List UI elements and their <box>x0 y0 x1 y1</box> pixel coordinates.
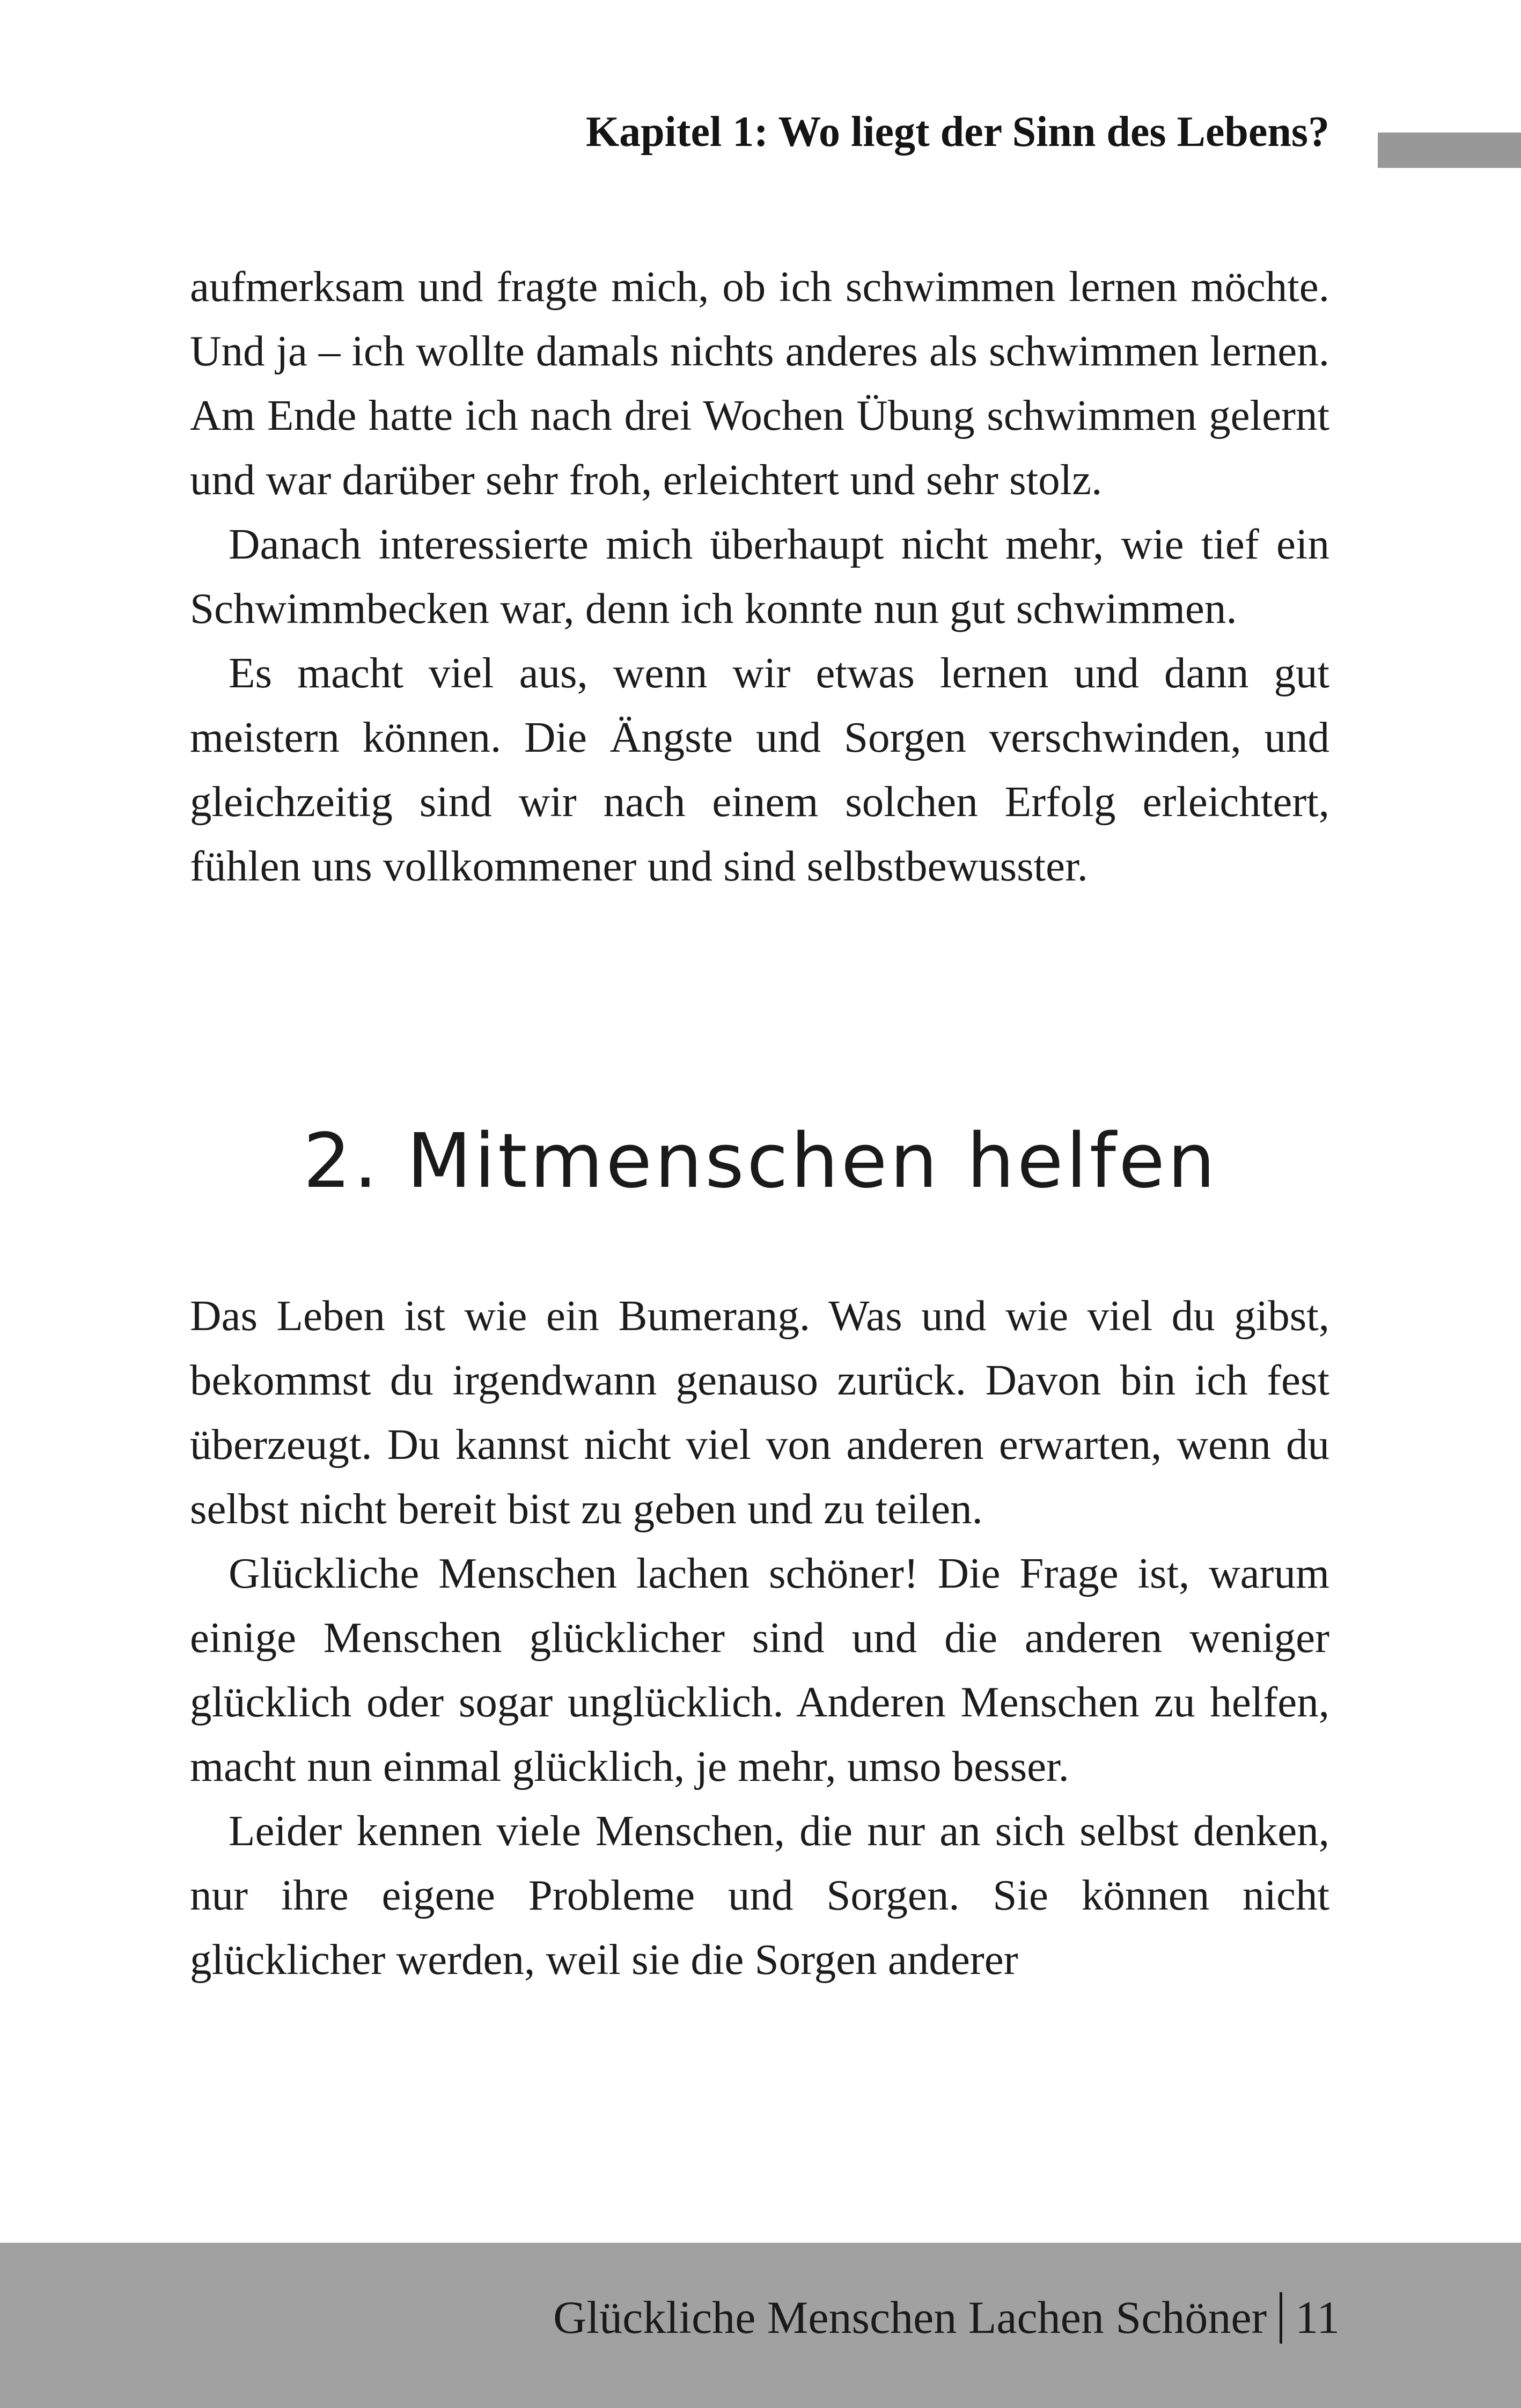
page-number: 11 <box>1295 2292 1340 2343</box>
page-footer <box>553 2292 1340 2344</box>
paragraph: Es macht viel aus, wenn wir etwas lernen und dann gut meistern können. Die Ängste und Sorgen verschwinden, und gleichzeitig sind wir nach einem solchen Erfolg erleichtert, fühlen uns vollkommener und sind selbstbewusster. <box>190 649 1329 890</box>
footer-book-title: Glückliche Menschen Lachen Schöner <box>553 2292 1267 2343</box>
paragraph: Leider kennen viele Menschen, die nur an sich selbst denken, nur ihre eigene Probleme und Sorgen. Sie können nicht glücklicher werden, weil sie die Sorgen anderer <box>190 1807 1329 1984</box>
running-header: Kapitel 1: Wo liegt der Sinn des Lebens? <box>585 108 1329 156</box>
section-2-text <box>190 1283 1329 1992</box>
footer-separator <box>1280 2292 1282 2344</box>
section-heading: 2. Mitmenschen helfen <box>303 1118 1218 1205</box>
header-tab-marker <box>1378 133 1521 168</box>
footer-band <box>0 2243 1521 2408</box>
paragraph: Danach interessierte mich überhaupt nicht mehr, wie tief ein Schwimmbecken war, denn ich konnte nun gut schwimmen. <box>190 520 1329 633</box>
paragraph: aufmerksam und fragte mich, ob ich schwimmen lernen möchte. Und ja – ich wollte damals nichts anderes als schwimmen lernen. Am Ende hatte ich nach drei Wochen Übung schwimmen gelernt und war darüber sehr froh, erleichtert und sehr stolz. <box>190 262 1329 504</box>
paragraph: Glückliche Menschen lachen schöner! Die Frage ist, warum einige Menschen glücklicher sind und die anderen weniger glücklich oder sogar unglücklich. Anderen Menschen zu helfen, macht nun einmal glücklich, je mehr, umso besser. <box>190 1549 1329 1790</box>
paragraph: Das Leben ist wie ein Bumerang. Was und wie viel du gibst, bekommst du irgendwann genauso zurück. Davon bin ich fest überzeugt. Du kannst nicht viel von anderen erwarten, wenn du selbst nicht bereit bist zu geben und zu teilen. <box>190 1291 1329 1533</box>
section-1-text <box>190 254 1329 898</box>
